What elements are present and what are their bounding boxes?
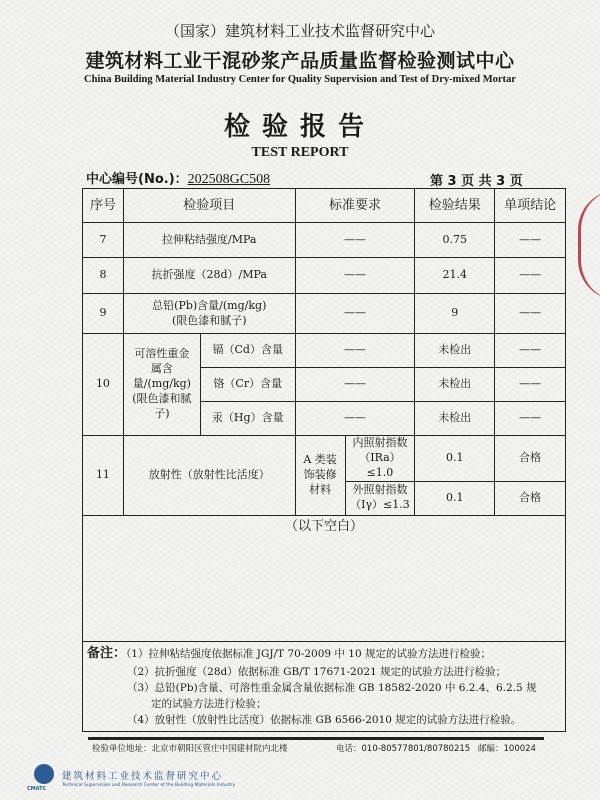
note-4: （4）放射性（放射性比活度）依据标准 GB 6566-2010 规定的试验方法进行检验。 (127, 714, 522, 727)
row-item: 可溶性重金属含量/(mg/kg)(限色漆和腻子) (123, 334, 200, 436)
table-row (83, 436, 566, 482)
col-header-item: 检验项目 (123, 189, 295, 223)
col-header-result: 检验结果 (415, 189, 495, 223)
requirement-line1: 外照射指数 (352, 483, 408, 497)
table-row (83, 294, 566, 334)
report-title-english: TEST REPORT (251, 145, 349, 160)
center-number-label: 中心编号(No.)： (86, 172, 188, 187)
blank-row (83, 515, 566, 641)
red-stamp-partial (578, 190, 600, 300)
row-item (123, 294, 295, 334)
report-title: 检验报告 (223, 112, 376, 142)
row-result: 0.1 (415, 481, 495, 515)
notes-label: 备注： (87, 645, 127, 661)
table-row (83, 223, 566, 258)
org-logo-icon (34, 764, 54, 784)
requirement-line2: （Iγ）≤1.3 (350, 498, 410, 512)
note-1: 备注：（1）拉伸粘结强度依据标准 JGJ/T 70-2009 中 10 规定的试验方法进行检验； (87, 645, 491, 661)
notes-cell (83, 641, 566, 731)
row-requirement: —— (295, 402, 415, 436)
row-conclusion: —— (495, 402, 566, 436)
col-header-conclusion: 单项结论 (495, 189, 566, 223)
row-no: 7 (83, 223, 124, 258)
center-number (86, 168, 270, 188)
sub-item-name: 镉（Cd）含量 (200, 334, 295, 368)
blank-area (83, 515, 566, 641)
row-no: 9 (83, 294, 124, 334)
sub-item-name: 铬（Cr）含量 (200, 368, 295, 402)
test-results-table (82, 188, 566, 732)
row-requirement (345, 481, 415, 515)
footer-divider (88, 737, 544, 740)
row-no: 8 (83, 258, 124, 294)
row-conclusion: —— (495, 258, 566, 294)
row-result: 0.75 (415, 223, 495, 258)
row-requirement: —— (295, 368, 415, 402)
row-result: 9 (415, 294, 495, 334)
requirement-line1: 内照射指数 (352, 436, 408, 449)
row-conclusion: —— (495, 368, 566, 402)
row-result: 未检出 (415, 402, 495, 436)
row-result: 21.4 (415, 258, 495, 294)
row-requirement (345, 436, 415, 482)
table-header-row (83, 189, 566, 223)
row-item-note: (限色漆和腻子) (171, 313, 247, 327)
table-row (83, 258, 566, 294)
footer-org-name-english: Technical Supervision and Research Center of the Building Materials Industry (62, 783, 236, 788)
footer-address: 检验单位地址：北京市朝阳区管庄中国建材院内北楼 (92, 744, 288, 754)
row-result: 0.1 (415, 436, 495, 482)
requirement-line2: （IRa）≤1.0 (359, 450, 401, 479)
row-item-main: 总铅(Pb)含量/(mg/kg) (152, 298, 267, 312)
center-number-value: 202508GC508 (187, 172, 271, 187)
footer-org-name: 建筑材料工业技术监督研究中心 (62, 771, 224, 782)
row-conclusion: 合格 (495, 481, 566, 515)
blank-note: （以下空白） (284, 518, 363, 534)
col-header-requirement: 标准要求 (295, 189, 415, 223)
row-no: 11 (83, 436, 124, 516)
org-name-english: China Building Material Industry Center for Quality Supervision and Test of Dry-mixed Mortar (84, 74, 516, 85)
row-item: 拉伸粘结强度/MPa (123, 223, 295, 258)
org-name-line1: （国家）建筑材料工业技术监督研究中心 (164, 22, 435, 40)
note-3: （3）总铅(Pb)含量、可溶性重金属含量依据标准 GB 18582-2020 中 6.2.4、6.2.5 规 (127, 681, 537, 694)
row-conclusion: —— (495, 334, 566, 368)
row-requirement: —— (295, 223, 415, 258)
col-header-no: 序号 (83, 189, 124, 223)
row-result: 未检出 (415, 368, 495, 402)
page-info: 第 3 页 共 3 页 (430, 174, 523, 189)
sub-item-name: 汞（Hg）含量 (200, 402, 295, 436)
note-2: （2）抗折强度（28d）依据标准 GB/T 17671-2021 规定的试验方法进行检验； (127, 665, 507, 678)
row-requirement: —— (295, 258, 415, 294)
footer-postcode: 邮编：100024 (478, 744, 536, 754)
row-conclusion: 合格 (495, 436, 566, 482)
notes-row (83, 641, 566, 731)
row-item: 抗折强度（28d）/MPa (123, 258, 295, 294)
row-item: 放射性（放射性比活度） (123, 436, 295, 516)
row-requirement: —— (295, 294, 415, 334)
table-row (83, 334, 566, 368)
logo-text: CMATC (27, 786, 47, 792)
row-conclusion: —— (495, 294, 566, 334)
org-name-line2: 建筑材料工业干混砂浆产品质量监督检验测试中心 (85, 50, 515, 72)
row-conclusion: —— (495, 223, 566, 258)
row-result: 未检出 (415, 334, 495, 368)
row-requirement: —— (295, 334, 415, 368)
row-category: A 类装饰装修材料 (295, 436, 345, 516)
footer-phone: 电话：010-80577801/80780215 (336, 744, 471, 754)
row-no: 10 (83, 334, 124, 436)
note-3-cont: 定的试验方法进行检验； (151, 698, 267, 711)
